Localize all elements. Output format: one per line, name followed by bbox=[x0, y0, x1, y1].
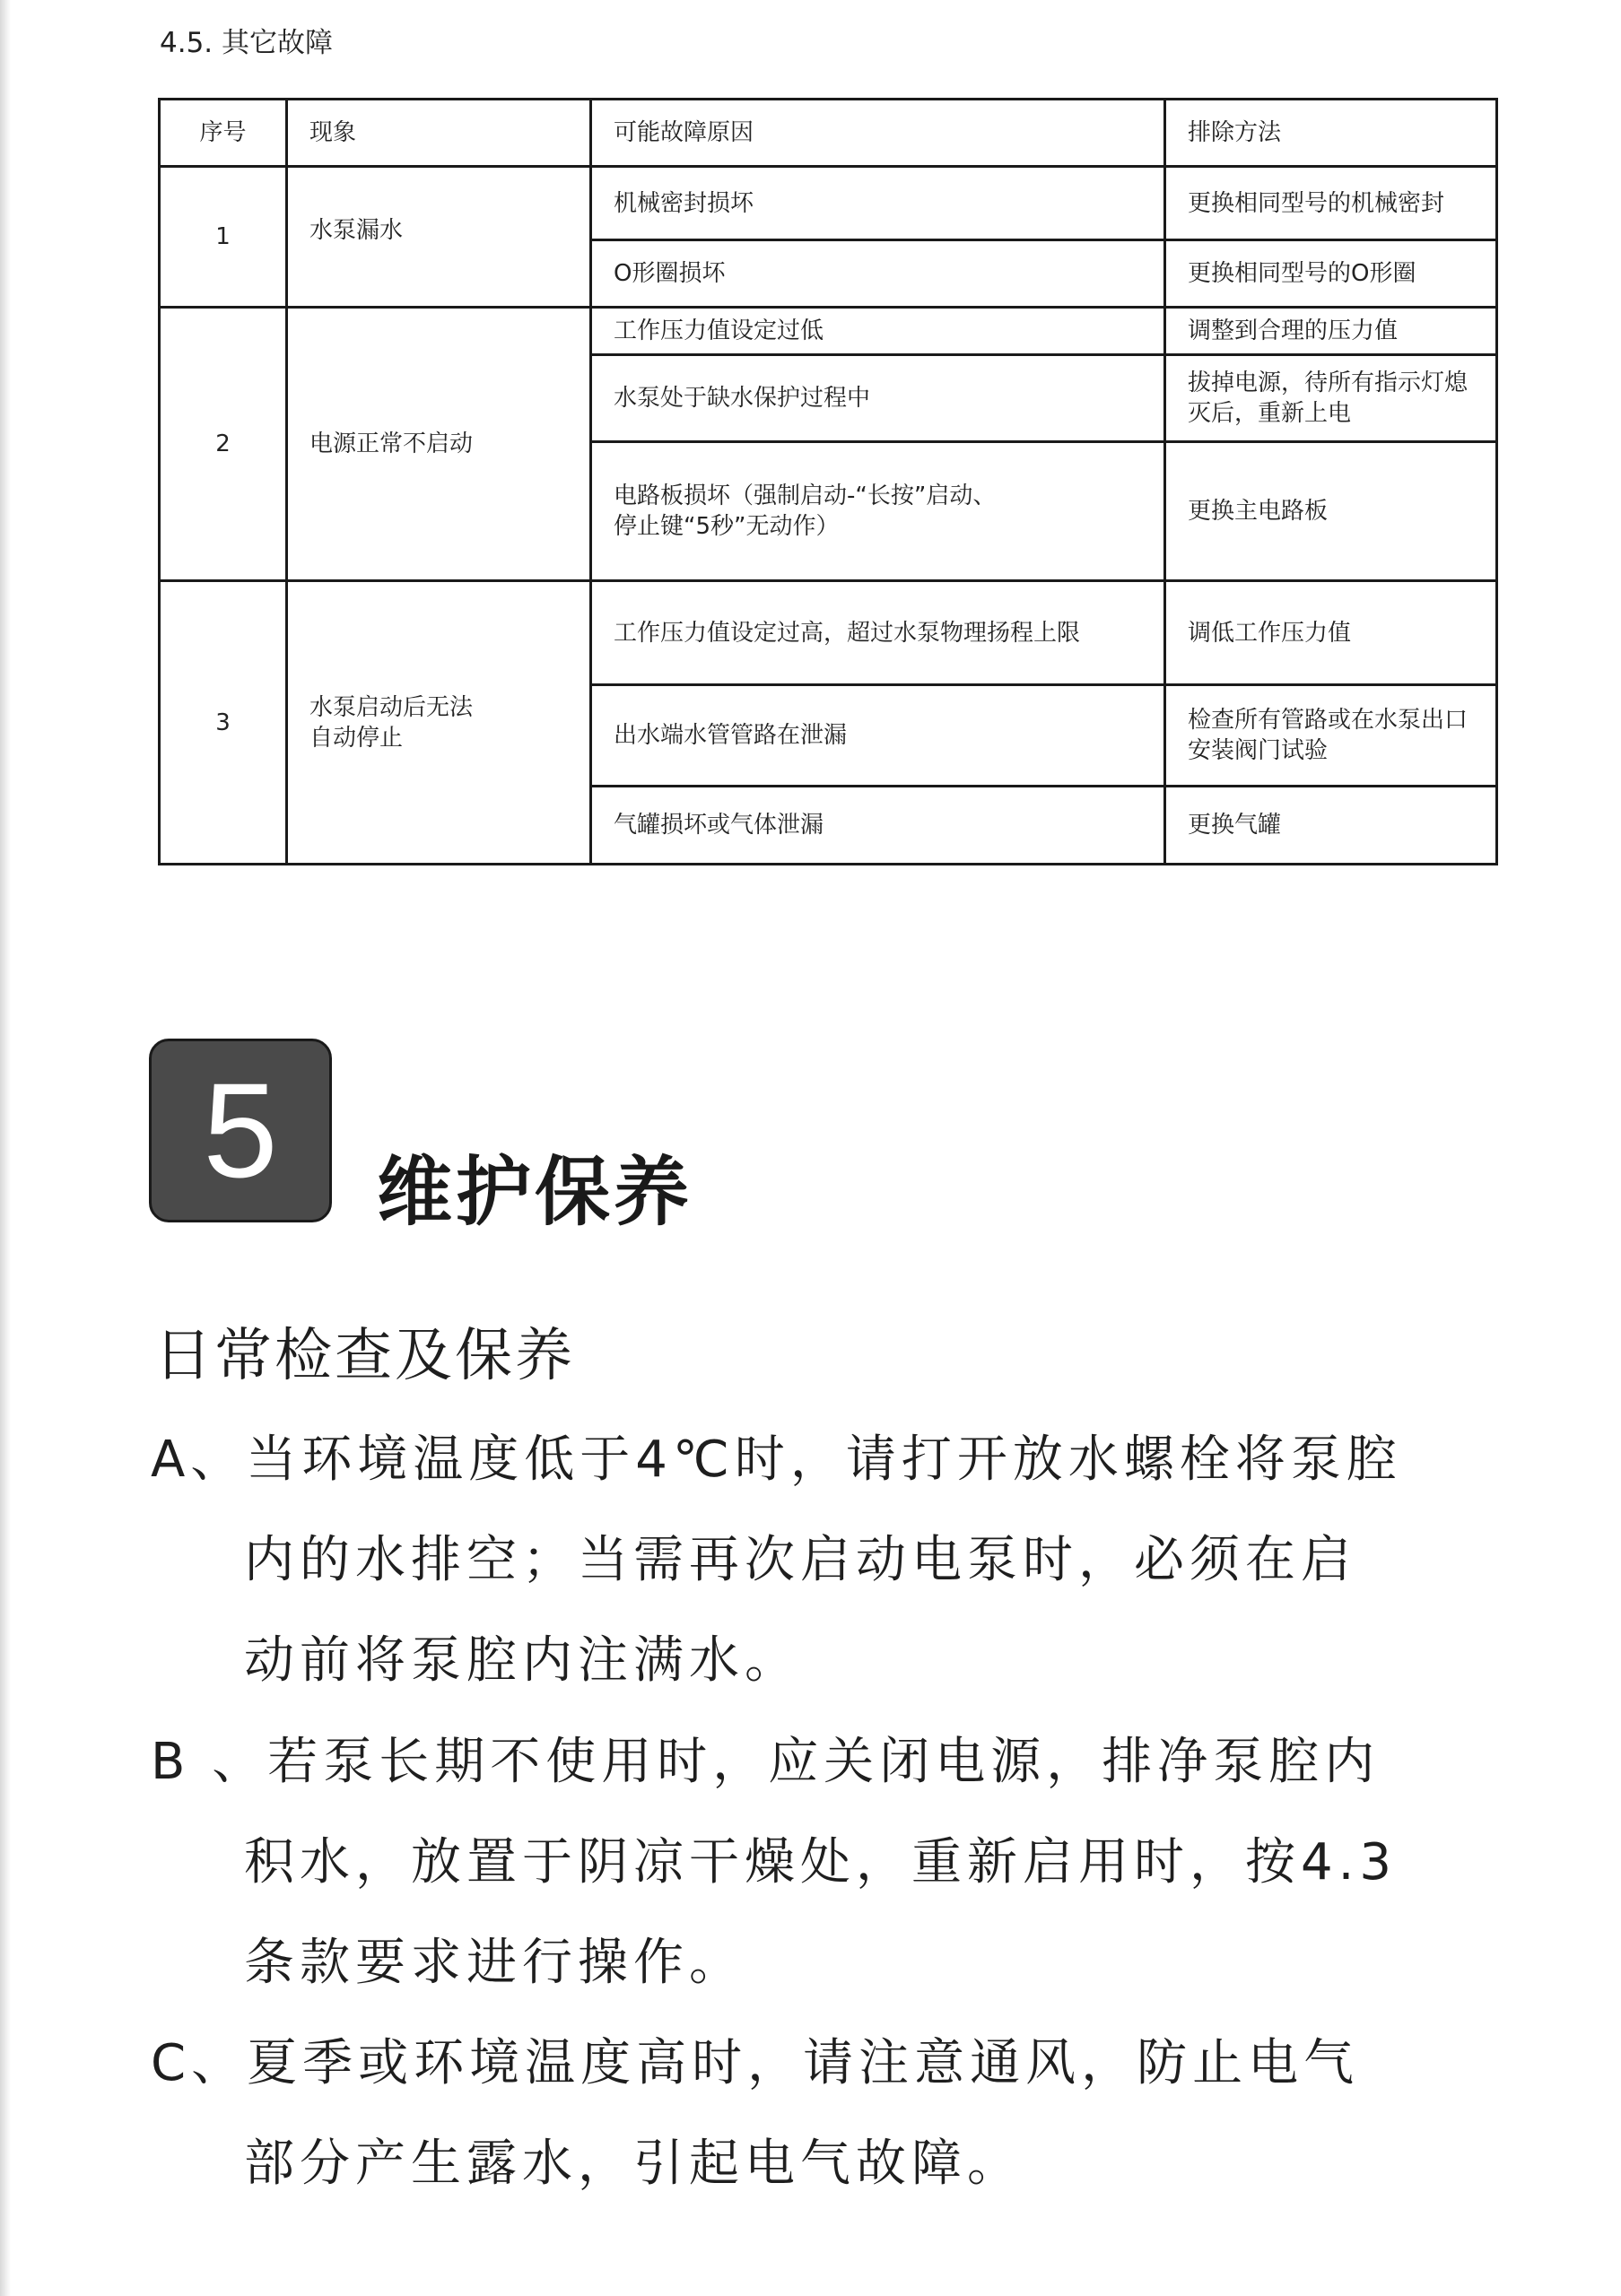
row-fix: 更换相同型号的O形圈 bbox=[1165, 240, 1497, 308]
maintenance-item-a bbox=[151, 1410, 1469, 1711]
chapter-number-badge: 5 bbox=[149, 1039, 332, 1222]
row-cause: 气罐损坏或气体泄漏 bbox=[591, 787, 1165, 865]
row-cause: 水泵处于缺水保护过程中 bbox=[591, 355, 1165, 442]
header-no: 序号 bbox=[160, 100, 287, 167]
row-symptom: 水泵漏水 bbox=[287, 167, 591, 308]
table-row bbox=[160, 581, 1497, 685]
header-cause: 可能故障原因 bbox=[591, 100, 1165, 167]
row-symptom: 水泵启动后无法 自动停止 bbox=[287, 581, 591, 865]
item-line: A、当环境温度低于4℃时，请打开放水螺栓将泵腔 bbox=[151, 1431, 1402, 1489]
row-fix: 调低工作压力值 bbox=[1165, 581, 1497, 685]
chapter-title: 维护保养 bbox=[377, 1148, 693, 1236]
row-cause: O形圈损坏 bbox=[591, 240, 1165, 308]
item-line: 积水，放置于阴凉干燥处，重新启用时，按4.3 bbox=[244, 1833, 1398, 1892]
fault-table bbox=[158, 98, 1498, 865]
header-fix: 排除方法 bbox=[1165, 100, 1497, 167]
row-fix: 更换相同型号的机械密封 bbox=[1165, 167, 1497, 240]
row-symptom: 电源正常不启动 bbox=[287, 308, 591, 581]
table-row bbox=[160, 308, 1497, 355]
table-row bbox=[160, 167, 1497, 240]
row-cause: 机械密封损坏 bbox=[591, 167, 1165, 240]
row-fix: 拔掉电源，待所有指示灯熄 灭后，重新上电 bbox=[1165, 355, 1497, 442]
item-line: B 、若泵长期不使用时，应关闭电源，排净泵腔内 bbox=[151, 1733, 1381, 1791]
row-no: 3 bbox=[160, 581, 287, 865]
row-fix: 更换气罐 bbox=[1165, 787, 1497, 865]
row-cause: 电路板损坏（强制启动-“长按”启动、 停止键“5秒”无动作） bbox=[591, 442, 1165, 581]
row-no: 2 bbox=[160, 308, 287, 581]
item-line: C、夏季或环境温度高时，请注意通风，防止电气 bbox=[151, 2034, 1360, 2092]
row-cause: 出水端水管管路在泄漏 bbox=[591, 685, 1165, 787]
item-line: 内的水排空；当需再次启动电泵时，必须在启 bbox=[244, 1531, 1356, 1589]
row-fix: 检查所有管路或在水泵出口 安装阀门试验 bbox=[1165, 685, 1497, 787]
page-edge-shadow bbox=[0, 0, 11, 2296]
row-cause: 工作压力值设定过低 bbox=[591, 308, 1165, 355]
row-fix: 调整到合理的压力值 bbox=[1165, 308, 1497, 355]
row-no: 1 bbox=[160, 167, 287, 308]
header-symptom: 现象 bbox=[287, 100, 591, 167]
item-line: 条款要求进行操作。 bbox=[244, 1934, 745, 1992]
row-fix: 更换主电路板 bbox=[1165, 442, 1497, 581]
table-header-row bbox=[160, 100, 1497, 167]
section-heading: 4.5. 其它故障 bbox=[160, 27, 334, 59]
row-cause: 工作压力值设定过高，超过水泵物理扬程上限 bbox=[591, 581, 1165, 685]
item-line: 部分产生露水，引起电气故障。 bbox=[244, 2135, 1023, 2193]
item-line: 动前将泵腔内注满水。 bbox=[244, 1631, 800, 1690]
maintenance-item-c bbox=[151, 2013, 1469, 2214]
maintenance-heading: 日常检查及保养 bbox=[154, 1323, 575, 1389]
maintenance-item-b bbox=[151, 1712, 1469, 2013]
